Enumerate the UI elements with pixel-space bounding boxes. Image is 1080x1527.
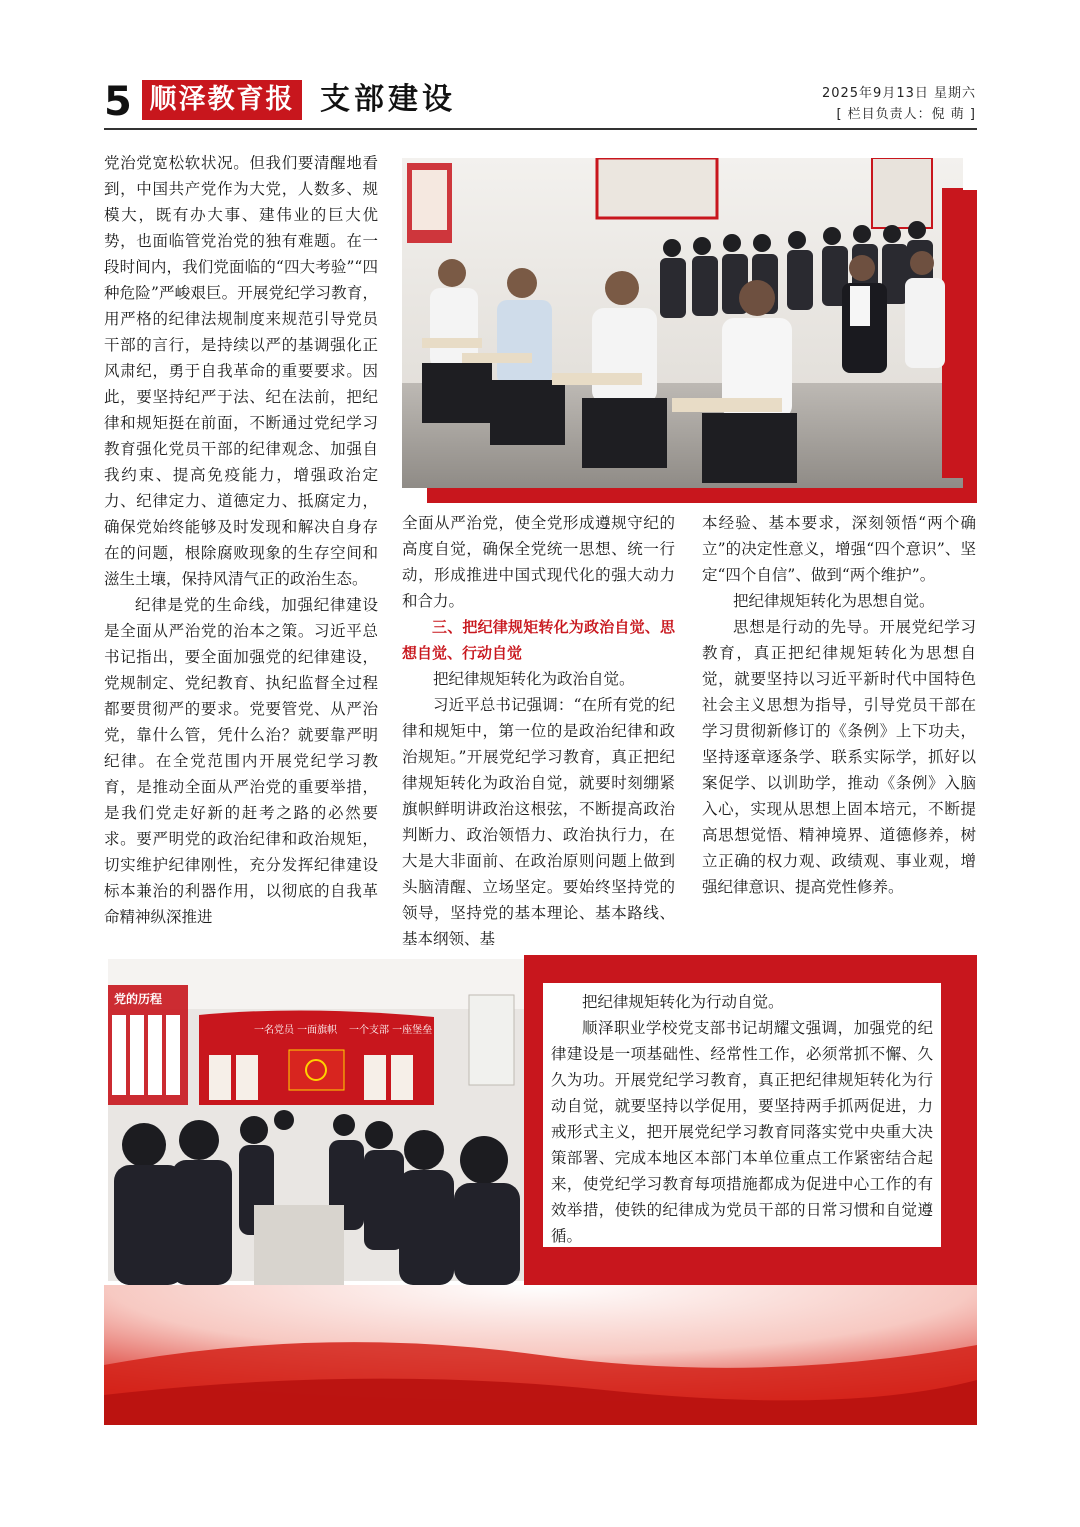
paragraph: 纪律是党的生命线，加强纪律建设是全面从严治党的治本之策。习近平总书记指出，要全面加强党的纪律建设，党规制定、党纪教育、执纪监督全过程都要贯彻严的要求。党要管党、从严治党，靠什么管，凭什么治？就要靠严明纪律。在全党范围内开展党纪学习教育，是推动全面从严治党的重要举措，是我们党走好新的赶考之路的必然要求。要严明党的政治纪律和政治规矩，切实维护纪律刚性，充分发挥纪律建设标本兼治的利器作用，以彻底的自我革命精神纵深推进 — [104, 596, 378, 926]
paragraph: 本经验、基本要求，深刻领悟“两个确立”的决定性意义，增强“四个意识”、坚定“四个自信”、做到“两个维护”。 — [702, 514, 976, 584]
paragraph: 思想是行动的先导。开展党纪学习教育，真正把纪律规矩转化为思想自觉，就要坚持以习近平新时代中国特色社会主义思想为指导，引导党员干部在学习贯彻新修订的《条例》上下功夫，坚持逐章逐条学、联系实际学，抓好以案促学、以训助学，推动《条例》入脑入心，实现从思想上固本培元，不断提高思想觉悟、精神境界、道德修养，树立正确的权力观、政绩观、事业观，增强纪律意识、提高党性修养。 — [702, 618, 976, 896]
meeting-photo-image — [402, 158, 963, 488]
classroom-photo-image — [104, 955, 524, 1285]
header-divider — [104, 128, 977, 130]
paragraph: 把纪律规矩转化为行动自觉。 — [582, 993, 784, 1011]
wall-banner-text: 党的历程 — [114, 992, 163, 1006]
classroom-photo — [104, 955, 524, 1285]
wall-slogan-left: 一名党员 一面旗帜 — [254, 1025, 338, 1036]
paragraph: 顺泽职业学校党支部书记胡耀文强调，加强党的纪律建设是一项基础性、经常性工作，必须常抓不懈、久久为功。开展党纪学习教育，真正把纪律规矩转化为行动自觉，就要坚持以学促用，要坚持两手抓两促进，力戒形式主义，把开展党纪学习教育同落实党中央重大决策部署、完成本地区本部门本单位重点工作紧密结合起来，使党纪学习教育每项措施都成为促进中心工作的有效举措，使铁的纪律成为党员干部的日常习惯和自觉遵循。 — [551, 1019, 933, 1245]
meeting-photo — [402, 158, 963, 488]
section-heading: 三、把纪律规矩转化为政治自觉、思想自觉、行动自觉 — [402, 618, 675, 662]
article-column-3 — [702, 510, 976, 900]
paragraph: 全面从严治党，使全党形成遵规守纪的高度自觉，确保全党统一思想、统一行动，形成推进中国式现代化的强大动力和合力。 — [402, 514, 675, 610]
highlight-text-box — [543, 983, 941, 1247]
paragraph: 党治党宽松软状况。但我们要清醒地看到，中国共产党作为大党，人数多、规模大，既有办大事、建伟业的巨大优势，也面临管党治党的独有难题。在一段时间内，我们党面临的“四大考验”“四种危险”严峻艰巨。开展党纪学习教育，用严格的纪律法规制度来规范引导党员干部的言行，是持续以严的基调强化正风肃纪，勇于自我革命的重要要求。因此，要坚持纪严于法、纪在法前，把纪律和规矩挺在前面，不断通过党纪学习教育强化党员干部的纪律观念、加强自我约束、提高免疫能力，增强政治定力、纪律定力、道德定力、抵腐定力，确保党始终能够及时发现和解决自身存在的问题，根除腐败现象的生存空间和滋生土壤，保持风清气正的政治生态。 — [104, 154, 378, 588]
issue-date: 2025年9月13日 星期六 — [821, 86, 976, 101]
box-text — [551, 989, 933, 1249]
page-number: 5 — [104, 79, 132, 125]
article-column-2 — [402, 510, 675, 952]
section-title: 支部建设 — [320, 82, 456, 117]
column-editor: [ 栏目负责人：倪 萌 ] — [836, 107, 976, 122]
paragraph: 习近平总书记强调：“在所有党的纪律和规矩中，第一位的是政治纪律和政治规矩。”开展党纪学习教育，真正把纪律规矩转化为政治自觉，就要时刻绷紧旗帜鲜明讲政治这根弦，不断提高政治判断力、政治领悟力、政治执行力，在大是大非面前、在政治原则问题上做到头脑清醒、立场坚定。要始终坚持党的领导，坚持党的基本理论、基本路线、基本纲领、基 — [402, 696, 675, 948]
banner-graphic — [104, 1285, 977, 1425]
paragraph: 把纪律规矩转化为思想自觉。 — [733, 592, 935, 610]
newspaper-masthead: 顺泽教育报 — [142, 80, 302, 120]
wall-slogan-mid: 一个支部 一座堡垒 — [349, 1025, 433, 1036]
paragraph: 把纪律规矩转化为政治自觉。 — [433, 670, 635, 688]
article-column-1 — [104, 150, 378, 930]
decorative-red-banner — [104, 1285, 977, 1425]
